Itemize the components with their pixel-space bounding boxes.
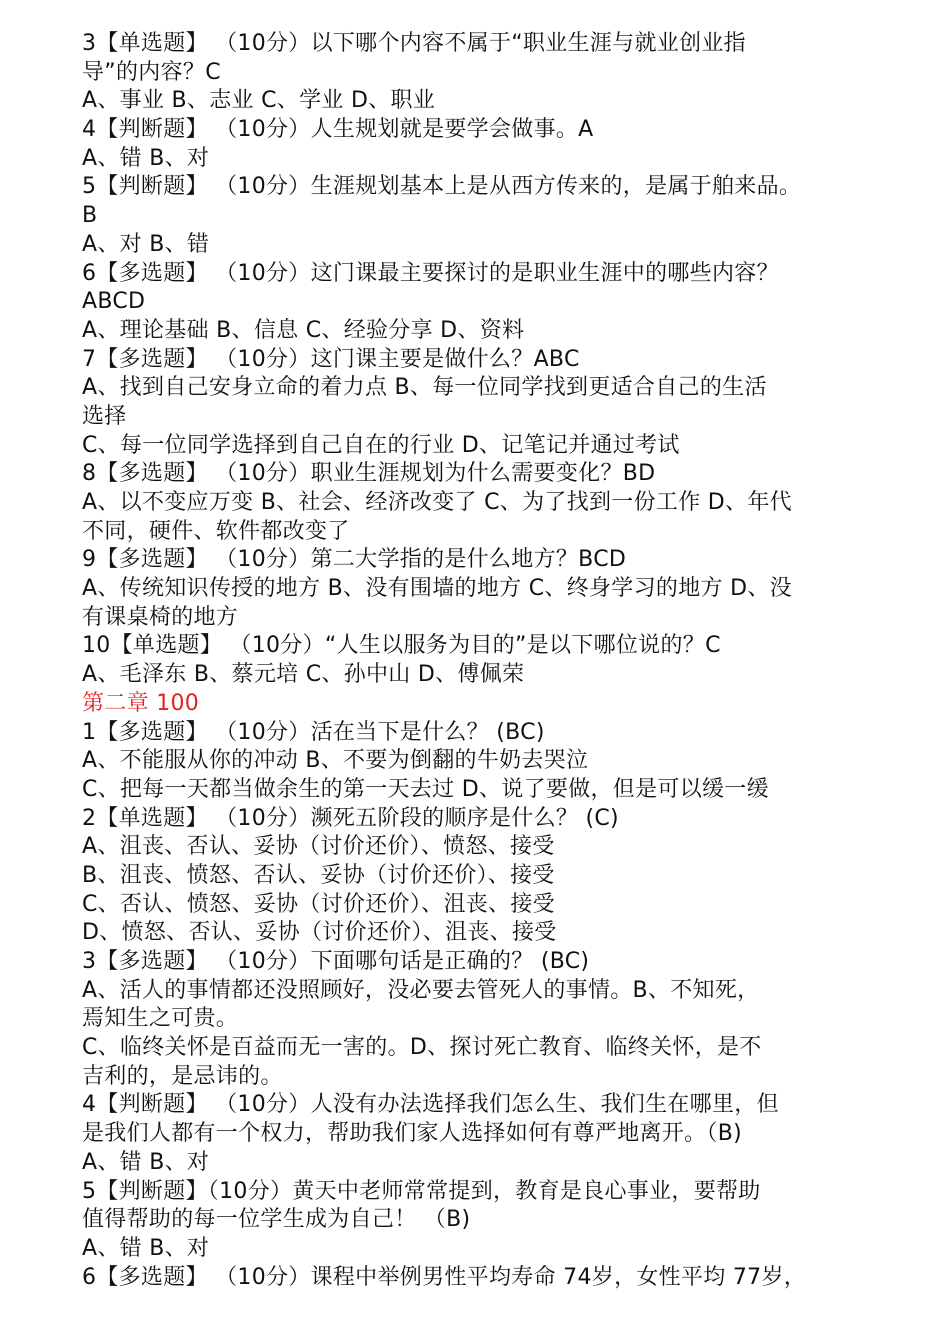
text-line: C、否认、愤怒、妥协（讨价还价）、沮丧、接受	[82, 891, 555, 917]
text-line: 有课桌椅的地方	[82, 604, 239, 630]
text-line: 3【单选题】 （10分）以下哪个内容不属于“职业生涯与就业创业指	[82, 31, 746, 56]
text-line: 7【多选题】 （10分）这门课主要是做什么？ABC	[82, 346, 580, 372]
chapter-heading: 第二章 100	[82, 690, 200, 716]
text-line: C、把每一天都当做余生的第一天去过 D、说了要做，但是可以缓一缓	[82, 776, 769, 802]
text-line: A、错 B、对	[82, 1235, 210, 1261]
text-line: B、沮丧、愤怒、否认、妥协（讨价还价）、接受	[82, 862, 555, 888]
text-line: 10【单选题】 （10分）“人生以服务为目的”是以下哪位说的？C	[82, 633, 721, 659]
document-page	[82, 30, 938, 1292]
text-line: 3【多选题】 （10分）下面哪句话是正确的？ (BC)	[82, 949, 590, 974]
text-line: 5【判断题】 （10分）生涯规划基本上是从西方传来的，是属于舶来品。	[82, 174, 802, 200]
text-line: 值得帮助的每一位学生成为自己！ （B)	[82, 1207, 471, 1233]
text-line: 5【判断题】（10分）黄天中老师常常提到，教育是良心事业，要帮助	[82, 1178, 761, 1204]
text-line: C、临终关怀是百益而无一害的。D、探讨死亡教育、临终关怀，是不	[82, 1035, 762, 1061]
text-line: A、活人的事情都还没照顾好，没必要去管死人的事情。B、不知死，	[82, 977, 760, 1003]
text-line: 9【多选题】 （10分）第二大学指的是什么地方？BCD	[82, 547, 627, 573]
text-line: 1【多选题】 （10分）活在当下是什么？ (BC)	[82, 719, 545, 745]
text-line: 不同，硬件、软件都改变了	[82, 518, 350, 544]
text-line: A、理论基础 B、信息 C、经验分享 D、资料	[82, 317, 525, 343]
text-line: A、毛泽东 B、蔡元培 C、孙中山 D、傅佩荣	[82, 662, 525, 688]
text-line: 选择	[82, 403, 127, 429]
text-line: A、事业 B、志业 C、学业 D、职业	[82, 88, 436, 114]
text-line: B	[82, 203, 98, 229]
text-line: A、错 B、对	[82, 1149, 210, 1175]
text-line: 2【单选题】 （10分）濒死五阶段的顺序是什么？ (C)	[82, 805, 619, 831]
text-line: 6【多选题】 （10分）课程中举例男性平均寿命 74岁，女性平均 77岁，	[82, 1264, 807, 1290]
text-line: D、愤怒、否认、妥协（讨价还价）、沮丧、接受	[82, 920, 557, 946]
text-line: 焉知生之可贵。	[82, 1006, 239, 1032]
text-line: 吉利的，是忌讳的。	[82, 1063, 283, 1089]
text-line: A、传统知识传授的地方 B、没有围墙的地方 C、终身学习的地方 D、没	[82, 576, 792, 602]
text-line: 8【多选题】 （10分）职业生涯规划为什么需要变化？BD	[82, 461, 656, 487]
text-line: C、每一位同学选择到自己自在的行业 D、记笔记并通过考试	[82, 432, 680, 458]
text-line: A、错 B、对	[82, 145, 210, 171]
text-line: 4【判断题】 （10分）人生规划就是要学会做事。A	[82, 117, 594, 143]
text-line: 导”的内容？C	[82, 59, 221, 85]
text-line: A、对 B、错	[82, 231, 210, 257]
text-line: A、沮丧、否认、妥协（讨价还价）、愤怒、接受	[82, 834, 555, 860]
text-line: A、不能服从你的冲动 B、不要为倒翻的牛奶去哭泣	[82, 748, 589, 774]
text-line: 4【判断题】 （10分）人没有办法选择我们怎么生、我们生在哪里，但	[82, 1092, 779, 1118]
text-line: 6【多选题】 （10分）这门课最主要探讨的是职业生涯中的哪些内容？	[82, 260, 779, 286]
text-line: A、找到自己安身立命的着力点 B、每一位同学找到更适合自己的生活	[82, 375, 767, 401]
text-line: A、以不变应万变 B、社会、经济改变了 C、为了找到一份工作 D、年代	[82, 490, 792, 515]
text-line: ABCD	[82, 289, 146, 315]
text-line: 是我们人都有一个权力，帮助我们家人选择如何有尊严地离开。（B)	[82, 1121, 742, 1147]
